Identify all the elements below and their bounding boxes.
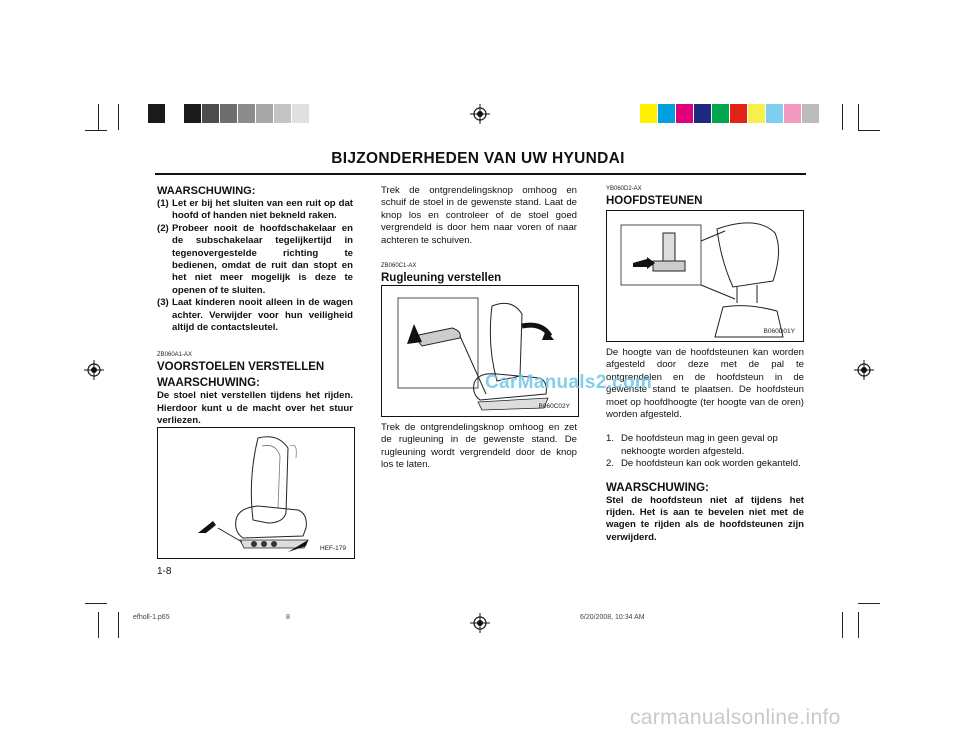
crop-mark [118, 612, 119, 638]
registration-mark-icon [470, 613, 490, 633]
item-number: 2. [606, 458, 615, 470]
crop-mark [842, 104, 843, 130]
section-heading: Rugleuning verstellen [381, 272, 502, 285]
list-item [157, 297, 353, 334]
color-swatch [784, 104, 802, 123]
list-item [157, 223, 353, 297]
item-text: Laat kinderen nooit alleen in de wagen achter. Verwijder voor hun veiligheid altijd de contactsleutel. [172, 297, 353, 334]
page-title: BIJZONDERHEDEN VAN UW HYUNDAI [331, 150, 625, 167]
watermark: CarManuals2.com [485, 372, 653, 393]
paragraph: Trek de ontgrendelingsknop omhoog en schuif de stoel in de gewenste stand. Laat de knop los en controleer of de stoel goed vergrendeld is door hem naar voren of naar achteren te schuiven. [381, 185, 577, 246]
warning-list [157, 198, 353, 334]
registration-mark-icon [470, 104, 490, 124]
item-text: Let er bij het sluiten van een ruit op dat hoofd of handen niet bekneld raken. [172, 198, 353, 222]
color-swatch [658, 104, 676, 123]
section-heading: HOOFDSTEUNEN [606, 195, 703, 207]
item-number: (1) [157, 198, 169, 209]
site-watermark: carmanualsonline.info [630, 706, 841, 729]
item-text: Probeer nooit de hoofdschakelaar en de subschakelaar tegelijkertijd in tegenovergestelde richting te bedienen, omdat de ruit dan stopt en het niet meer mogelijk is deze te openen of te sluiten. [172, 222, 353, 296]
process-color-bar [640, 104, 820, 123]
color-swatch [220, 104, 238, 123]
warning-text: Stel de hoofdsteun niet af tijdens het rijden. Het is aan te bevelen niet met de wagen te rijden als de hoofdsteunen zijn verwijderd. [606, 494, 804, 543]
footer-date: 6/20/2008, 10:34 AM [580, 614, 645, 621]
item-text: De hoofdsteun mag in geen geval op nekhoogte worden afgesteld. [621, 433, 778, 457]
title-rule [155, 173, 806, 175]
backrest-figure [381, 285, 579, 417]
paragraph: Trek de ontgrendelingsknop omhoog en zet de rugleuning in de gewenste stand. De rugleuning wordt vergrendeld door de knop los te laten. [381, 422, 577, 471]
color-swatch [166, 104, 184, 123]
registration-mark-icon [854, 360, 874, 380]
item-number: 1. [606, 433, 615, 445]
color-swatch [748, 104, 766, 123]
list-item [606, 458, 804, 470]
section-code: YB060D2-AX [606, 186, 642, 192]
color-swatch [292, 104, 310, 123]
color-swatch [676, 104, 694, 123]
color-swatch [256, 104, 274, 123]
crop-mark [858, 603, 880, 604]
figure-code: B060D01Y [763, 328, 795, 335]
note-list [606, 433, 804, 470]
list-item [157, 198, 353, 223]
figure-code: HEF-179 [319, 545, 346, 552]
crop-mark [85, 603, 107, 604]
section-heading: VOORSTOELEN VERSTELLEN [157, 361, 325, 374]
color-swatch [130, 104, 148, 123]
grayscale-color-bar [130, 104, 310, 123]
registration-mark-icon [84, 360, 104, 380]
section-code: ZB060A1-AX [157, 352, 193, 359]
color-swatch [184, 104, 202, 123]
item-number: (3) [157, 297, 169, 309]
crop-mark [98, 104, 99, 130]
headrest-illustration-icon [607, 211, 803, 341]
column-right [606, 185, 804, 208]
section-code: ZB060C1-AX [381, 263, 417, 270]
warning-title: WAARSCHUWING: [157, 185, 256, 197]
paragraph: De hoogte van de hoofdsteunen kan worden afgesteld door deze met de pal te ontgrendelen en de hoofdsteun in de gewenste stand te plaatsen. De hoofdsteun moet op hoofdhoogte (ter hoogte van de oren) worden afgesteld. [606, 347, 804, 421]
crop-mark [858, 104, 859, 130]
color-swatch [274, 104, 292, 123]
crop-mark [842, 612, 843, 638]
color-swatch [766, 104, 784, 123]
crop-mark [118, 104, 119, 130]
warning-text: De stoel niet verstellen tijdens het rijden. Hierdoor kunt u de macht over het stuur verliezen. [157, 390, 353, 427]
list-item [606, 433, 804, 458]
crop-mark [85, 130, 107, 131]
warning-title: WAARSCHUWING: [157, 377, 260, 390]
footer-file: efholl-1.p65 [133, 614, 170, 621]
crop-mark [98, 612, 99, 638]
page-number: 1-8 [157, 566, 172, 577]
color-swatch [238, 104, 256, 123]
crop-mark [858, 612, 859, 638]
seat-illustration-icon [158, 428, 354, 558]
color-swatch [694, 104, 712, 123]
color-swatch [148, 104, 166, 123]
item-number: (2) [157, 222, 169, 234]
backrest-illustration-icon [382, 286, 578, 416]
item-text: De hoofdsteun kan ook worden gekanteld. [621, 458, 801, 470]
footer-page: 8 [286, 614, 290, 621]
color-swatch [802, 104, 820, 123]
color-swatch [712, 104, 730, 123]
crop-mark [858, 130, 880, 131]
color-swatch [730, 104, 748, 123]
warning-title: WAARSCHUWING: [606, 481, 709, 494]
seat-slide-figure [157, 427, 355, 559]
color-swatch [202, 104, 220, 123]
column-middle [381, 185, 577, 285]
headrest-figure [606, 210, 804, 342]
color-swatch [640, 104, 658, 123]
figure-code: B060C02Y [538, 403, 570, 410]
